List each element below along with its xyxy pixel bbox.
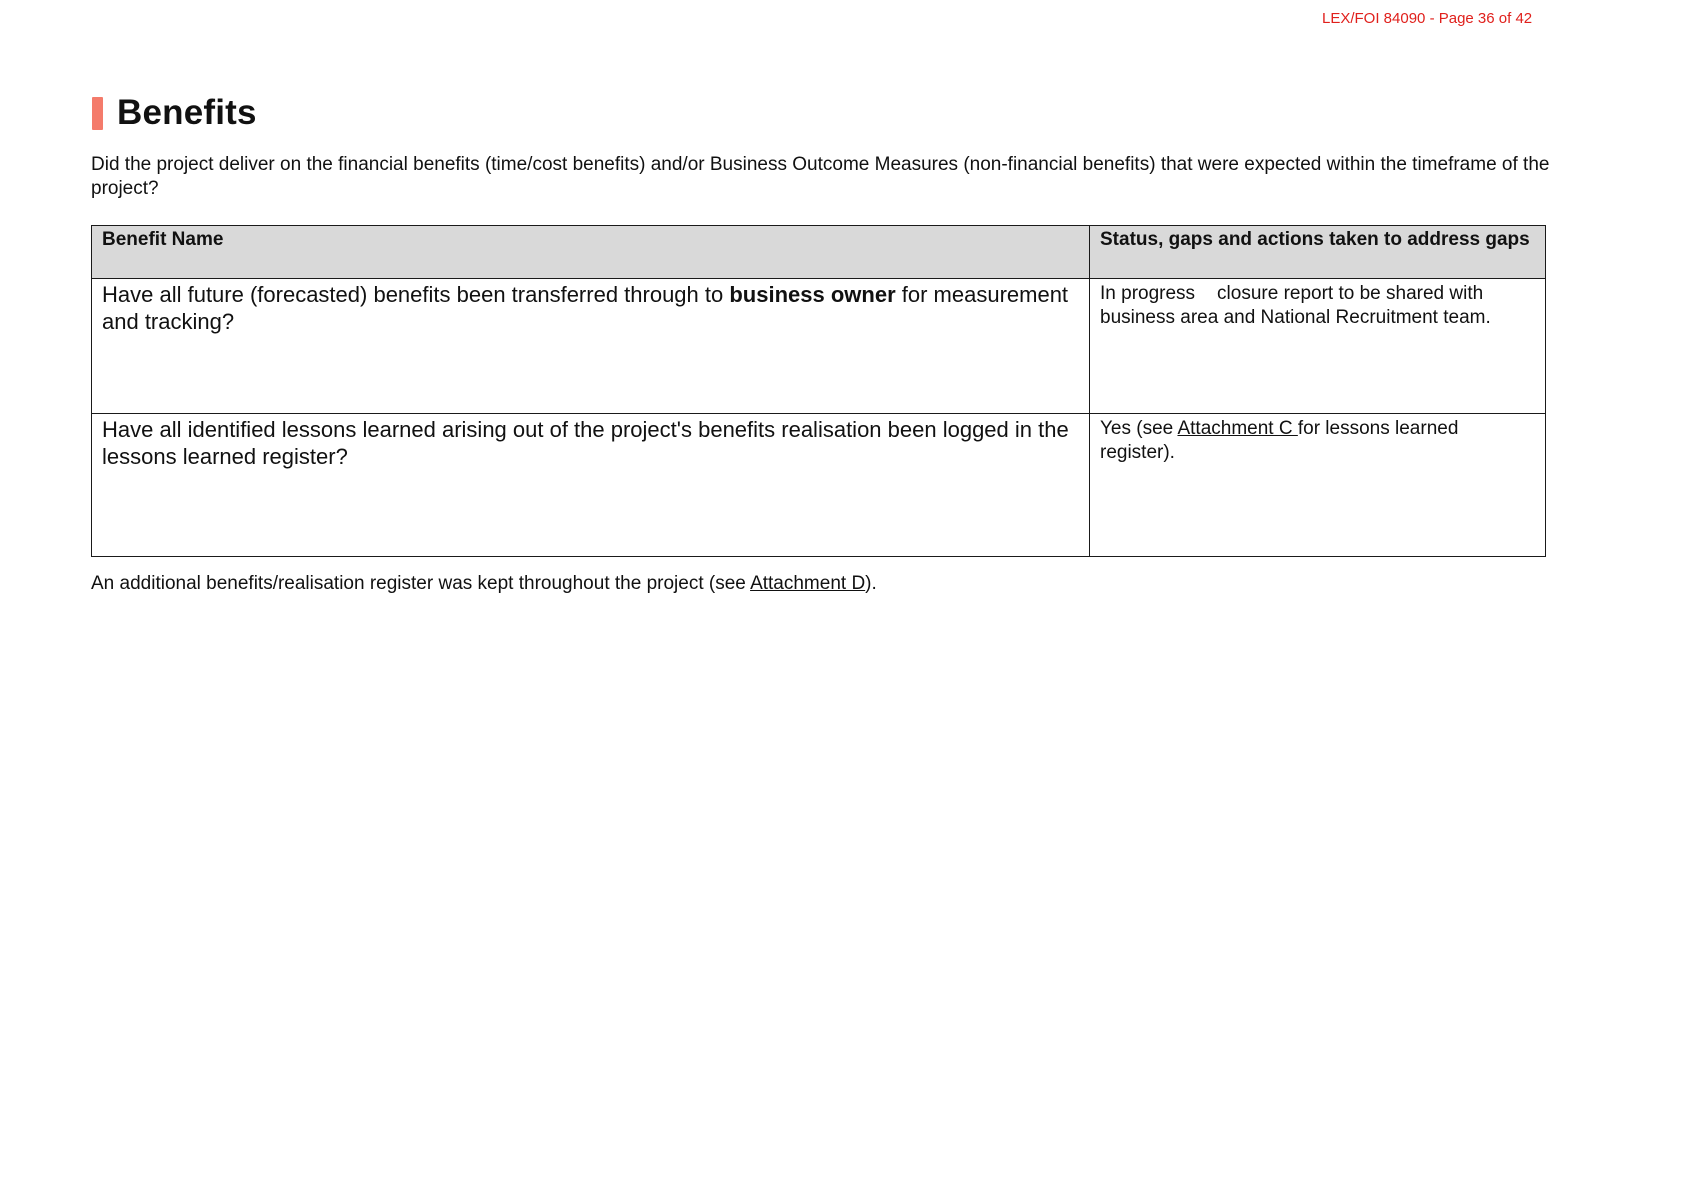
section-title: Benefits — [117, 93, 257, 132]
header-benefit-name: Benefit Name — [92, 226, 1090, 279]
question-text: Have all future (forecasted) benefits been transferred through to — [102, 282, 730, 307]
question-emphasis: business owner — [729, 282, 896, 307]
benefits-table — [91, 225, 1546, 557]
section-heading — [92, 93, 257, 133]
question-text: for measurement and tracking? — [102, 282, 1069, 334]
status-cell — [1090, 279, 1546, 414]
table-header-row — [92, 226, 1546, 279]
heading-accent-bar — [92, 97, 103, 130]
status-lead: In progress — [1100, 283, 1196, 304]
status-text: for lessons learned register). — [1100, 418, 1459, 463]
status-text: Yes (see — [1100, 418, 1178, 439]
benefit-question-cell — [92, 279, 1090, 414]
footnote-text: An additional benefits/realisation register was kept throughout the project (see — [91, 573, 751, 594]
status-text: closure report to be shared with business area and National Recruitment team. — [1100, 283, 1491, 328]
footnote — [91, 572, 877, 596]
table-row — [92, 414, 1546, 557]
attachment-c-link[interactable]: Attachment C — [1177, 418, 1298, 439]
table-row — [92, 279, 1546, 414]
footnote-text: ). — [865, 573, 877, 594]
intro-question: Did the project deliver on the financial benefits (time/cost benefits) and/or Business Outcome Measures (non-financial benefits) that were expected within the timeframe of the project? — [91, 154, 1550, 199]
attachment-d-link[interactable]: Attachment D — [750, 573, 866, 594]
benefit-question-cell: Have all identified lessons learned arising out of the project's benefits realisation been logged in the lessons learned register? — [92, 414, 1090, 557]
header-status: Status, gaps and actions taken to address gaps — [1090, 226, 1546, 279]
page-reference: LEX/FOI 84090 - Page 36 of 42 — [1322, 10, 1533, 27]
status-cell — [1090, 414, 1546, 557]
